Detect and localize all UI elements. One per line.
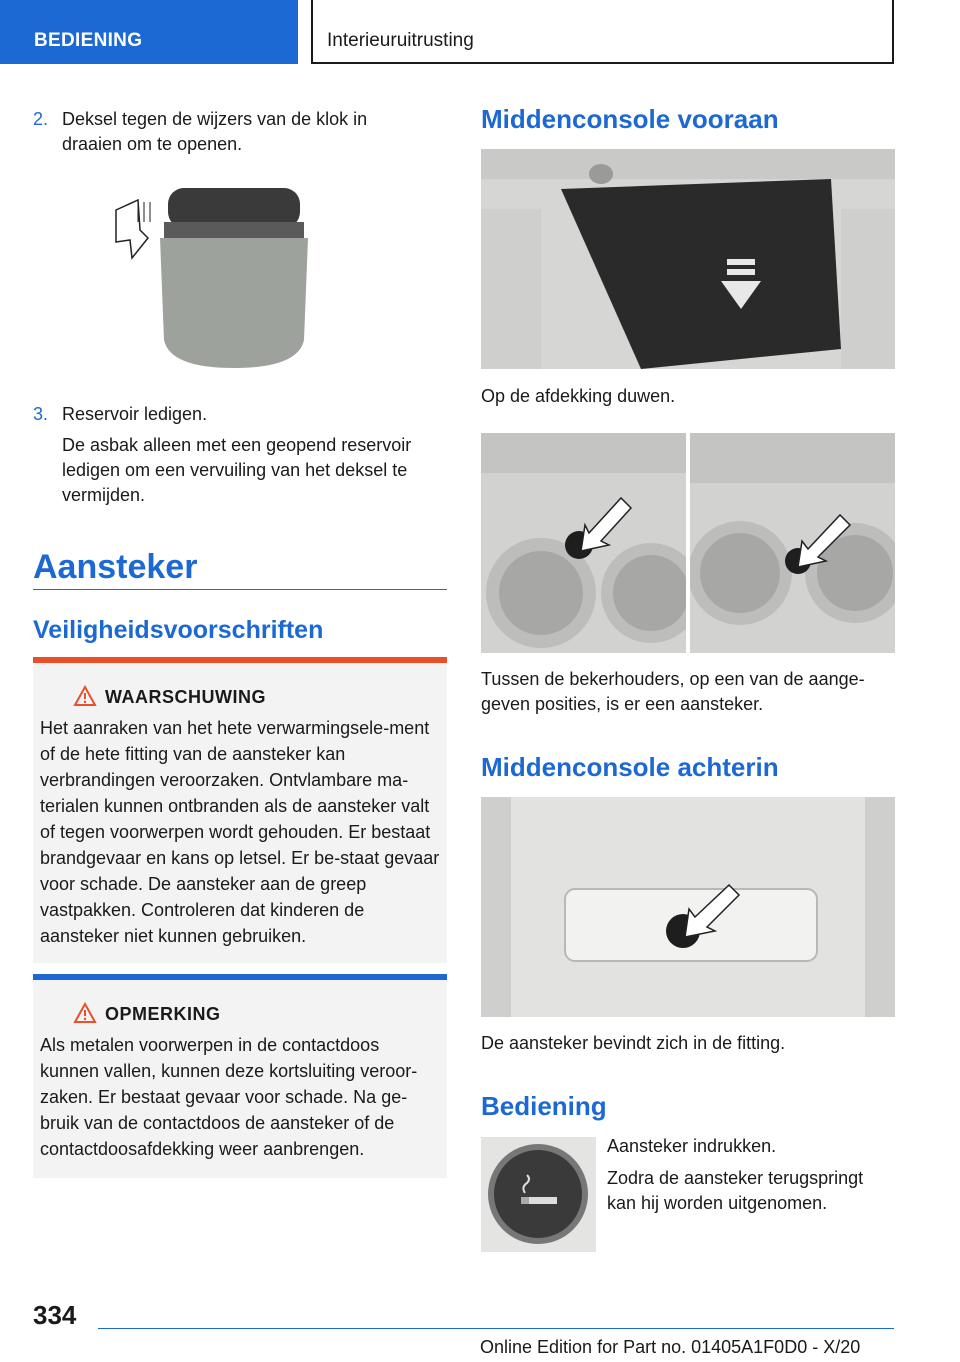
ashtray-illustration [108,180,308,370]
cupholder-photo-right [690,433,895,653]
note-text: Als metalen voorwerpen in de contactdoos kunnen vallen, kunnen deze kortsluiting veroor-zaken. Er bestaat gevaar voor schade. Na ge-bruik van de contactdoos de aansteker of de contactdoosafdekking weer aanbrengen. [40,1035,418,1159]
warning-box [33,657,447,963]
chapter-title: Interieuruitrusting [327,30,474,51]
front-console-photo [481,149,895,369]
heading-underline [33,589,447,590]
warning-title: WAARSCHUWING [105,687,266,707]
section-title: BEDIENING [34,30,143,51]
footer-edition: Online Edition for Part no. 01405A1F0D0 - X/20 [480,1337,861,1357]
cupholder-photo-left [481,433,686,653]
warning-text: Het aanraken van het hete verwarmingsele-ment of de hete fitting van de aansteker kan verbrandingen veroorzaken. Ontvlambare ma-terialen kunnen ontbranden als de aansteker valt of tegen voorwerpen wordt gehouden. Er bestaat brandgevaar en kans op letsel. Er be-staat gevaar voor schade. De aansteker aan de greep vastpakken. Controleren dat kinderen de aansteker niet kunnen gebruiken. [40,718,440,946]
caption-push-cover: Op de afdekking duwen. [481,386,676,406]
heading-operation: Bediening [481,1091,607,1121]
step-3-detail: De asbak alleen met een geopend reservoir ledigen om een vervuiling van het deksel te vermijden. [62,435,412,505]
step-3-text: Reservoir ledigen. [62,404,208,424]
heading-front-console: Middenconsole vooraan [481,104,779,134]
note-title: OPMERKING [105,1004,221,1024]
footer-divider [98,1328,894,1329]
warning-bar [33,657,447,663]
heading-aansteker: Aansteker [33,548,198,586]
step-2-text: Deksel tegen de wijzers van de klok in draaien om te openen. [62,109,368,154]
caption-cupholders: Tussen de bekerhouders, op een van de aange-geven posities, is er een aansteker. [481,669,865,714]
note-warning-icon [73,1002,97,1024]
heading-safety: Veiligheidsvoorschriften [33,616,324,644]
op-text-press: Aansteker indrukken. [607,1136,777,1156]
step-2-number: 2. [33,109,49,129]
warning-icon [73,685,97,707]
lighter-button-photo [481,1137,596,1252]
caption-rear-lighter: De aansteker bevindt zich in de fitting. [481,1033,786,1053]
page-number: 334 [33,1300,77,1330]
header-section-tab [0,0,298,64]
op-text-remove: Zodra de aansteker terugspringt kan hij worden uitgenomen. [607,1168,864,1213]
heading-rear-console: Middenconsole achterin [481,752,779,782]
header-chapter-tab [311,0,894,64]
step-3-number: 3. [33,404,49,424]
note-bar [33,974,447,980]
note-box [33,974,447,1178]
rear-console-photo [481,797,895,1017]
